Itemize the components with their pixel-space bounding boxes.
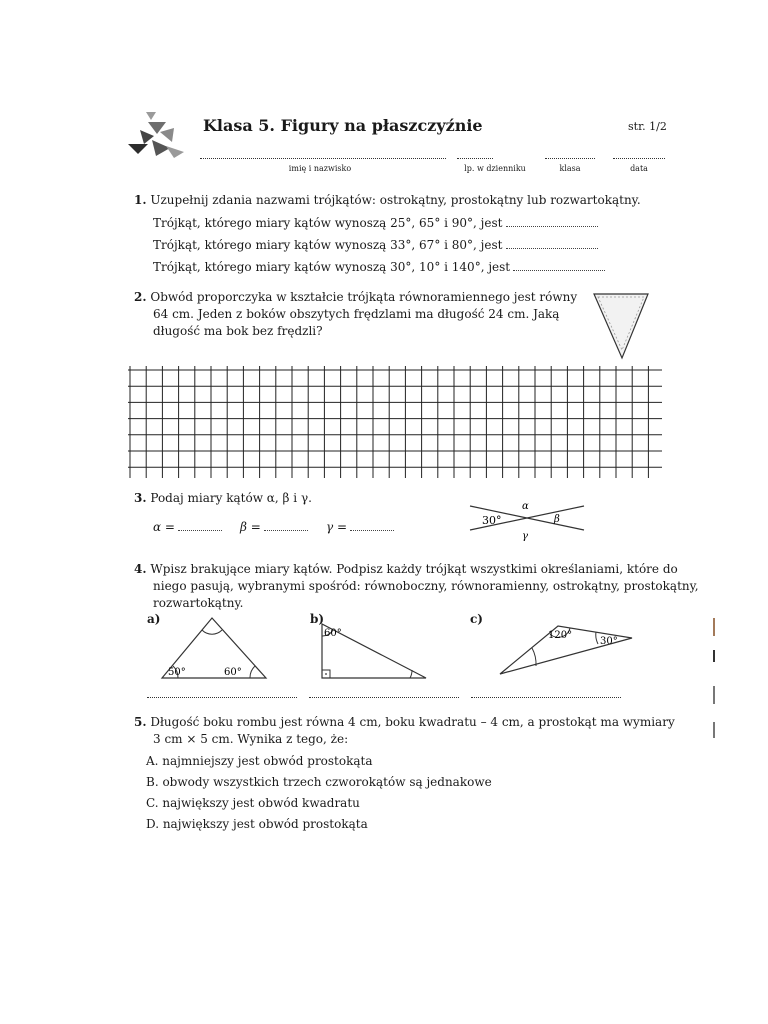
q2-prompt: 2. Obwód proporczyka w kształcie trójkąta równoramiennego jest równy 64 cm. Jeden z boków obszytych frędzlami ma długość 24 cm. Jaką długość ma bok bez frędzli? [134,290,578,338]
gamma-label: γ [522,531,528,542]
q4-answer-a[interactable] [147,697,297,698]
angle-a-left-label: 50° [168,667,186,678]
register-field-label: lp. w dzienniku [464,164,526,173]
q5-option-a[interactable]: A. najmniejszy jest obwód prostokąta [146,754,373,768]
q1-text: Uzupełnij zdania nazwami trójkątów: ostrokątny, prostokątny lub rozwartokątny. [150,193,641,207]
q3-beta-answer: β = [240,520,308,534]
edge-mark [713,686,715,704]
triangle-c [496,620,636,680]
q1-line-3: Trójkąt, którego miary kątów wynoszą 30°, 10° i 140°, jest [153,259,605,276]
class-field-label: klasa [559,164,581,173]
q1-answer-1[interactable] [506,216,598,227]
angle-b-top-label: 60° [324,628,342,639]
q3-gamma-answer: γ = [326,520,394,534]
edge-mark [713,618,715,636]
triangle-b [316,620,432,684]
crossing-lines-figure [466,496,590,542]
q4-part-a-label: a) [147,612,161,626]
q2-number: 2. [134,290,147,304]
worksheet-title: Klasa 5. Figury na płaszczyźnie [203,116,483,135]
q1-line-1: Trójkąt, którego miary kątów wynoszą 25°, 65° i 90°, jest [153,215,598,232]
answer-grid[interactable] [128,366,662,478]
q1-answer-2[interactable] [506,238,598,249]
alpha-answer-field[interactable] [178,520,222,531]
q3-prompt: 3. Podaj miary kątów α, β i γ. [134,491,312,505]
edge-mark [713,650,715,662]
q3-number: 3. [134,491,147,505]
q5-option-c[interactable]: C. największy jest obwód kwadratu [146,796,360,810]
q4-prompt: 4. Wpisz brakujące miary kątów. Podpisz każdy trójkąt wszystkimi określaniami, które do niego pasują, wybranymi spośród: równoboczny, równoramienny, ostrokątny, prostokątny, rozwartokątny. [134,562,699,610]
given-angle-label: 30° [482,514,502,527]
beta-answer-field[interactable] [264,520,308,531]
name-field-label: imię i nazwisko [288,164,352,173]
logo-figure [126,110,188,160]
q1-prompt [134,192,641,209]
q4-answer-c[interactable] [471,697,621,698]
q4-part-c-label: c) [470,612,483,626]
alpha-label: α [522,501,529,512]
q3-alpha-answer: α = [153,520,222,534]
name-field-line [200,158,446,159]
angle-a-right-label: 60° [224,667,242,678]
triangle-a [150,612,280,684]
beta-label: β [554,514,560,525]
q5-number: 5. [134,715,147,729]
class-field-line [545,158,595,159]
date-field-label: data [630,164,648,173]
angle-c-right-label: 30° [600,636,618,647]
q4-part-b-label: b) [310,612,325,626]
page-number: str. 1/2 [628,120,667,133]
q4-number: 4. [134,562,147,576]
q4-answer-b[interactable] [309,697,459,698]
q5-option-b[interactable]: B. obwody wszystkich trzech czworokątów są jednakowe [146,775,492,789]
angle-c-top-label: 120° [548,630,573,641]
pennant-figure [590,290,652,362]
q1-line-2: Trójkąt, którego miary kątów wynoszą 33°, 67° i 80°, jest [153,237,598,254]
q1-number: 1. [134,193,147,207]
q1-answer-3[interactable] [513,260,605,271]
edge-mark [713,722,715,738]
q5-option-d[interactable]: D. największy jest obwód prostokąta [146,817,368,831]
gamma-answer-field[interactable] [350,520,394,531]
register-field-line [457,158,493,159]
date-field-line [613,158,665,159]
q5-prompt: 5. Długość boku rombu jest równa 4 cm, boku kwadratu – 4 cm, a prostokąt ma wymiary 3 cm × 5 cm. Wynika z tego, że: [134,715,675,746]
